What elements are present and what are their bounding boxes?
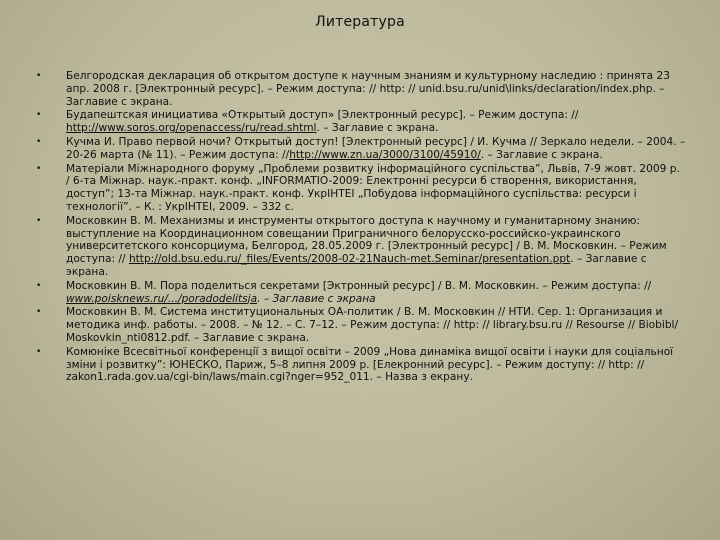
- reference-list: [36, 70, 686, 385]
- reference-text: Будапештская инициатива «Открытый доступ» [Электронный ресурс]. – Режим доступа: //: [66, 109, 579, 122]
- bullet-icon: •: [36, 215, 42, 226]
- reference-item: [36, 109, 686, 135]
- slide-title: Литература: [315, 14, 405, 30]
- bullet-icon: •: [36, 346, 42, 357]
- reference-item: [36, 136, 686, 162]
- reference-text: Комюніке Всесвітньої конференції з вищої освіти – 2009 „Нова динаміка вищої освіти і науки для соціальної зміни і розвитку”: ЮНЕСКО, Париж, 5–8 липня 2009 р. [Елекронний ресурс]. – Режим доступу: // http: // zakon1.rada.gov.ua/cgi-bin/laws/main.cgi?nger=952_011. – Назва з екрану.: [66, 345, 674, 384]
- reference-item: [36, 70, 686, 108]
- bullet-icon: •: [36, 71, 42, 81]
- reference-item: [36, 346, 686, 384]
- reference-link[interactable]: http://old.bsu.edu.ru/_files/Events/2008-02-21Nauch-met.Seminar/presentation.ppt: [128, 253, 571, 266]
- reference-text-tail: . – Заглавие с экрана: [257, 292, 376, 305]
- reference-text-tail: . – Заглавие с экрана.: [66, 253, 647, 278]
- reference-item: [36, 306, 686, 344]
- bullet-icon: •: [36, 280, 42, 291]
- reference-item: [36, 163, 686, 214]
- reference-link[interactable]: http://www.zn.ua/3000/3100/45910/: [289, 148, 481, 161]
- reference-text: Московкин В. М. Механизмы и инструменты открытого доступа к научному и гуманитарному знанию: выступление на Координационном совещании Приграничного белорусско-российско-украинского университетского консорциума, Белгород, 28.05.2009 г. [Электронный ресурс] / В. М. Московкин. – Режим доступа: //: [66, 214, 667, 266]
- reference-text: Московкин В. М. Пора поделиться секретами [Эктронный ресурс] / В. М. Московкин. – Режим доступа: //: [66, 279, 652, 292]
- reference-link[interactable]: www.poisknews.ru/.../poradodelitsja: [66, 292, 258, 305]
- reference-item: [36, 215, 686, 279]
- reference-text: Белгородская декларация об открытом доступе к научным знаниям и культурному наследию : принята 23 апр. 2008 г. [Электронный ресурс]. – Режим доступа: // http: // unid.bsu.ru/unid\links/declaration/index.php. – Заглавие с экрана.: [66, 70, 670, 108]
- reference-text: Московкин В. М. Система институциональных ОА-политик / В. М. Московкин // НТИ. Сер. 1: Организация и методика инф. работы. – 2008. – № 12. – С. 7–12. – Режим доступа: // http: // library.bsu.ru // Resourse // Biobibl/ Moskovkin_nti0812.pdf. – Заглавие с экрана.: [66, 306, 679, 344]
- reference-link[interactable]: http://www.soros.org/openaccess/ru/read.shtml: [66, 122, 317, 135]
- bullet-icon: •: [36, 307, 42, 318]
- reference-text: Кучма И. Право первой ночи? Открытый доступ! [Электронный ресурс] / И. Кучма // Зеркало недели. – 2004. – 20-26 марта (№ 11). – Режим доступа: //: [66, 135, 686, 161]
- reference-text-tail: . – Заглавие с экрана.: [316, 122, 439, 135]
- reference-item: [36, 280, 686, 306]
- bullet-icon: •: [36, 110, 42, 121]
- bullet-icon: •: [36, 163, 42, 174]
- reference-text-tail: . – Заглавие с экрана.: [480, 148, 603, 161]
- reference-text: Матеріали Міжнародного форуму „Проблеми розвитку інформаційного суспільства”, Львів, 7-9 жовт. 2009 р. / 6-та Міжнар. наук.-практ. конф. „INFORMATIO-2009: Електронні ресурси б створення, використання, доступ”; 13-та Міжнар. наук.-практ. конф. УкрІНТЕІ „Побудова інформаційного суспільства: ресурси і технології”. – К. : УкрІНТЕІ, 2009. – 332 с.: [66, 162, 680, 213]
- bullet-icon: •: [36, 136, 42, 147]
